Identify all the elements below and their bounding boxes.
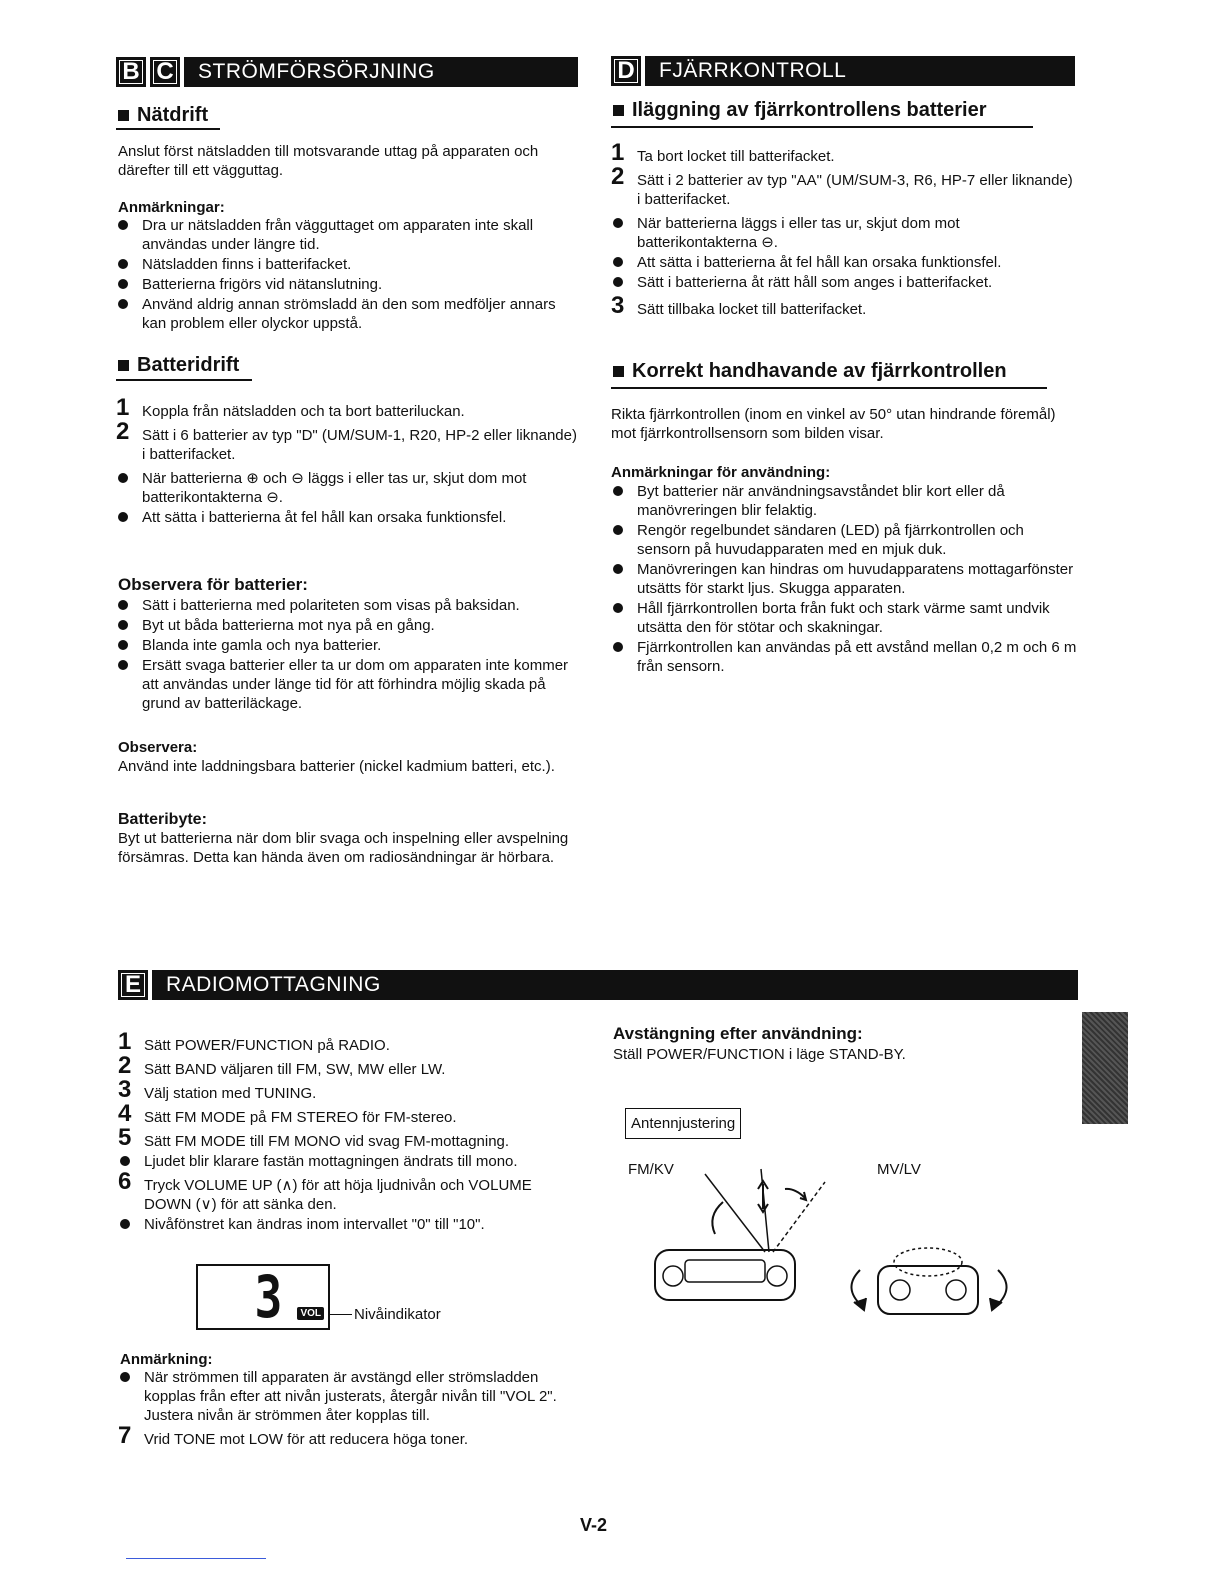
observera-batterier-heading: Observera för batterier:: [118, 575, 308, 594]
list-item: Byt batterier när användningsavståndet blir kort eller då manövreringen blir felaktig.: [611, 482, 1077, 520]
korrekt-text: Rikta fjärrkontrollen (inom en vinkel av 50° utan hindrande föremål) mot fjärrkontrollsensorn som bilden visar.: [611, 406, 1056, 442]
list-item: Rengör regelbundet sändaren (LED) på fjärrkontrollen och sensorn på huvudapparaten med en mjuk duk.: [611, 521, 1077, 559]
volume-digit: 3: [254, 1263, 283, 1331]
list-item: Håll fjärrkontrollen borta från fukt och stark värme samt undvik utsätta den för stötar och skakningar.: [611, 599, 1077, 637]
footer-rule: [126, 1558, 266, 1559]
natdrift-notes: [116, 216, 578, 334]
natdrift-heading: Nätdrift: [118, 104, 208, 127]
section-bc-title: STRÖMFÖRSÖRJNING: [184, 57, 578, 87]
natdrift-text: Anslut först nätsladden till motsvarande uttag på apparaten och därefter till ett vägguttag.: [118, 143, 539, 179]
avstangning-heading: Avstängning efter användning:: [613, 1024, 863, 1043]
list-item: Att sätta i batterierna åt fel håll kan orsaka funktionsfel.: [611, 253, 1077, 272]
section-d-banner: [611, 56, 1075, 86]
square-bullet-icon: [613, 105, 624, 116]
antenna-illustration-left: [645, 1164, 845, 1314]
korrekt-notes: [611, 482, 1077, 677]
list-item: 2 Sätt BAND väljaren till FM, SW, MW eller LW.: [118, 1052, 446, 1079]
radio-steps: [118, 1028, 580, 1235]
section-letter-d: D: [611, 56, 641, 86]
batteridrift-heading: Batteridrift: [118, 354, 239, 377]
list-item: När strömmen till apparaten är avstängd eller strömsladden kopplas från efter att nivån justerats, återgår nivån till "VOL 2". Justera nivån är strömmen åter kopplas till.: [118, 1368, 580, 1425]
square-bullet-icon: [118, 360, 129, 371]
list-item: Sätt i batterierna åt rätt håll som anges i batterifacket.: [611, 273, 1077, 292]
list-item: Dra ur nätsladden från vägguttaget om apparaten inte skall användas under längre tid.: [116, 216, 578, 254]
radio-note: [118, 1368, 580, 1426]
list-item: Blanda inte gamla och nya batterier.: [116, 636, 578, 655]
batteridrift-steps: [116, 394, 578, 528]
ilaggning-heading: Iläggning av fjärrkontrollens batterier: [613, 99, 987, 122]
mv-lv-label: MV/LV: [877, 1161, 921, 1178]
list-item: Fjärrkontrollen kan användas på ett avstånd mellan 0,2 m och 6 m från sensorn.: [611, 638, 1077, 676]
square-bullet-icon: [613, 366, 624, 377]
observera-batterier-list: [116, 596, 578, 714]
heading-rule: [116, 128, 220, 130]
antenna-box: Antennjustering: [625, 1108, 741, 1139]
page-number: V-2: [580, 1515, 608, 1535]
list-item: Nivåfönstret kan ändras inom intervallet "0" till "10".: [118, 1215, 580, 1234]
heading-rule: [116, 379, 252, 381]
list-item: När batterierna läggs i eller tas ur, skjut dom mot batterikontakterna ⊖.: [611, 214, 1077, 252]
list-item: 3 Sätt tillbaka locket till batterifacket.: [611, 292, 867, 319]
vol-badge: VOL: [297, 1307, 324, 1320]
observera-text: Använd inte laddningsbara batterier (nickel kadmium batteri, etc.).: [118, 758, 555, 775]
fm-kv-label: FM/KV: [628, 1161, 674, 1178]
list-item: Manövreringen kan hindras om huvudapparatens mottagarfönster utsätts för starkt ljus. Skugga apparaten.: [611, 560, 1077, 598]
section-bc-banner: [116, 57, 578, 87]
section-e-banner: [118, 970, 1078, 1000]
korrekt-heading: Korrekt handhavande av fjärrkontrollen: [613, 360, 1007, 383]
heading-rule: [611, 126, 1033, 128]
volume-indicator-label: Nivåindikator: [354, 1306, 441, 1323]
list-item: 4 Sätt FM MODE på FM STEREO för FM-stereo.: [118, 1100, 457, 1127]
list-item: Nätsladden finns i batterifacket.: [116, 255, 578, 274]
list-item: 1 Koppla från nätsladden och ta bort batteriluckan.: [116, 394, 465, 421]
list-item: 1 Ta bort locket till batterifacket.: [611, 139, 835, 166]
list-item: 7 Vrid TONE mot LOW för att reducera höga toner.: [118, 1422, 469, 1449]
batteribyte-text: Byt ut batterierna när dom blir svaga och inspelning eller avspelning försämras. Detta kan hända även om radiosändningar är hörbara.: [118, 830, 569, 866]
volume-display: [196, 1264, 330, 1330]
ilaggning-steps: [611, 139, 1077, 324]
natdrift-notes-label: Anmärkningar:: [118, 199, 225, 216]
batteribyte-heading: Batteribyte:: [118, 811, 207, 828]
observera-heading: Observera:: [118, 739, 198, 756]
list-item: Ljudet blir klarare fastän mottagningen ändrats till mono.: [118, 1152, 580, 1171]
indicator-line: [330, 1314, 352, 1315]
list-item: 3 Välj station med TUNING.: [118, 1076, 317, 1103]
section-d-title: FJÄRRKONTROLL: [645, 56, 1075, 86]
section-e-title: RADIOMOTTAGNING: [152, 970, 1078, 1000]
list-item: 1 Sätt POWER/FUNCTION på RADIO.: [118, 1028, 390, 1055]
list-item: Byt ut båda batterierna mot nya på en gång.: [116, 616, 578, 635]
list-item: 2 Sätt i 2 batterier av typ "AA" (UM/SUM-3, R6, HP-7 eller liknande) i batterifacket.: [611, 163, 1073, 208]
section-letter-e: E: [118, 970, 148, 1000]
rotation-illustration-right: [840, 1240, 1020, 1330]
korrekt-notes-label: Anmärkningar för användning:: [611, 464, 831, 481]
square-bullet-icon: [118, 110, 129, 121]
radio-note-label: Anmärkning:: [120, 1351, 213, 1368]
heading-rule: [611, 387, 1047, 389]
list-item: 6 Tryck VOLUME UP (∧) för att höja ljudnivån och VOLUME DOWN (∨) för att sänka den.: [118, 1168, 532, 1213]
list-item: 5 Sätt FM MODE till FM MONO vid svag FM-mottagning.: [118, 1124, 510, 1151]
list-item: Batterierna frigörs vid nätanslutning.: [116, 275, 578, 294]
side-tab: [1082, 1012, 1128, 1124]
section-letter-b: B: [116, 57, 146, 87]
list-item: Att sätta i batterierna åt fel håll kan orsaka funktionsfel.: [116, 508, 578, 527]
avstangning-text: Ställ POWER/FUNCTION i läge STAND-BY.: [613, 1046, 906, 1063]
section-letter-c: C: [150, 57, 180, 87]
list-item: Ersätt svaga batterier eller ta ur dom om apparaten inte kommer att användas under länge tid för att förhindra möjlig skada på grund av batteriläckage.: [116, 656, 578, 713]
list-item: När batterierna ⊕ och ⊖ läggs i eller tas ur, skjut dom mot batterikontakterna ⊖.: [116, 469, 578, 507]
list-item: Sätt i batterierna med polariteten som visas på baksidan.: [116, 596, 578, 615]
list-item: 2 Sätt i 6 batterier av typ "D" (UM/SUM-1, R20, HP-2 eller liknande) i batterifacket.: [116, 418, 577, 463]
list-item: Använd aldrig annan strömsladd än den som medföljer annars kan problem eller olyckor uppstå.: [116, 295, 578, 333]
radio-step7: [118, 1422, 580, 1454]
